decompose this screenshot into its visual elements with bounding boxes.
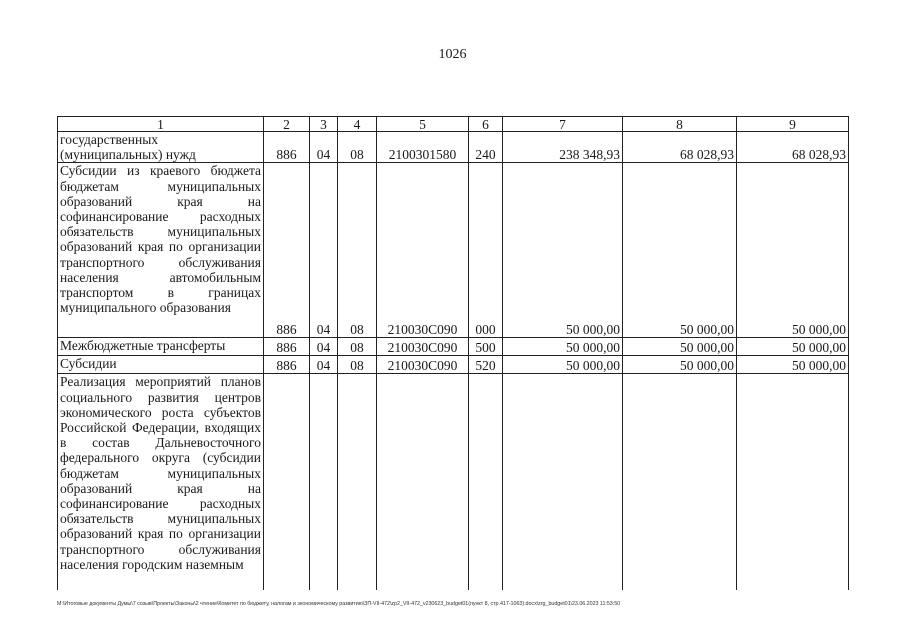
cell-col2: 886	[264, 338, 310, 356]
table-row	[58, 356, 849, 374]
cell-col7: 50 000,00	[503, 356, 623, 374]
table-row	[58, 374, 849, 590]
cell-col3: 04	[310, 338, 338, 356]
cell-col8	[623, 374, 737, 590]
cell-col2: 886	[264, 132, 310, 163]
column-header: 4	[338, 117, 377, 132]
cell-col4: 08	[338, 338, 377, 356]
file-path-footer: М:\Итоговые документы Думы\7 созыв\Проекты\Законы\2 чтение\Комитет по бюджету, налогам и экономическому развитию\ЗП-VII-472\zp2_VII-472_v230623_budget01(пункт 8, стр.417-1063).docx\zrg_budget01\23.06.2023 11:53:50	[57, 601, 621, 607]
column-header: 3	[310, 117, 338, 132]
column-header: 9	[737, 117, 849, 132]
cell-col7: 50 000,00	[503, 338, 623, 356]
table-header-row	[58, 117, 849, 132]
cell-col9: 68 028,93	[737, 132, 849, 163]
cell-col9: 50 000,00	[737, 338, 849, 356]
cell-col6: 520	[469, 356, 503, 374]
cell-col4: 08	[338, 132, 377, 163]
cell-col8: 50 000,00	[623, 338, 737, 356]
cell-col2: 886	[264, 163, 310, 338]
column-header: 7	[503, 117, 623, 132]
row-name: Субсидии	[58, 356, 264, 374]
cell-col3	[310, 374, 338, 590]
column-header: 8	[623, 117, 737, 132]
cell-col7: 238 348,93	[503, 132, 623, 163]
cell-col8: 68 028,93	[623, 132, 737, 163]
cell-col5: 210030С090	[377, 338, 469, 356]
cell-col4: 08	[338, 163, 377, 338]
cell-col5: 210030С090	[377, 163, 469, 338]
column-header: 6	[469, 117, 503, 132]
cell-col5	[377, 374, 469, 590]
row-name: Межбюджетные трансферты	[58, 338, 264, 356]
table-row	[58, 132, 849, 163]
page-number: 1026	[438, 47, 467, 62]
cell-col4	[338, 374, 377, 590]
cell-col6: 240	[469, 132, 503, 163]
cell-col6	[469, 374, 503, 590]
cell-col5: 2100301580	[377, 132, 469, 163]
row-name: Реализация мероприятий планов социального развития центров экономического роста субъектов Российской Федерации, входящих в состав Дальневосточного федерального округа (субсидии бюджетам муниципальных образований края на софинансирование расходных обязательств муниципальных образований края по организации транспортного обслуживания населения городским наземным	[58, 374, 264, 590]
cell-col4: 08	[338, 356, 377, 374]
column-header: 1	[58, 117, 264, 132]
cell-col2	[264, 374, 310, 590]
cell-col3: 04	[310, 163, 338, 338]
cell-col9: 50 000,00	[737, 356, 849, 374]
cell-col3: 04	[310, 132, 338, 163]
column-header: 2	[264, 117, 310, 132]
cell-col8: 50 000,00	[623, 163, 737, 338]
cell-col3: 04	[310, 356, 338, 374]
budget-table	[57, 116, 849, 590]
cell-col8: 50 000,00	[623, 356, 737, 374]
cell-col9: 50 000,00	[737, 163, 849, 338]
cell-col2: 886	[264, 356, 310, 374]
cell-col5: 210030С090	[377, 356, 469, 374]
row-name: государственных (муниципальных) нужд	[58, 132, 264, 163]
cell-col6: 000	[469, 163, 503, 338]
cell-col7: 50 000,00	[503, 163, 623, 338]
row-name: Субсидии из краевого бюджета бюджетам муниципальных образований края на софинансирование расходных обязательств муниципальных образований края по организации транспортного обслуживания населения автомобильным транспортом в границах муниципального образования	[58, 163, 264, 338]
table-row	[58, 163, 849, 338]
table-row	[58, 338, 849, 356]
column-header: 5	[377, 117, 469, 132]
cell-col9	[737, 374, 849, 590]
cell-col7	[503, 374, 623, 590]
cell-col6: 500	[469, 338, 503, 356]
